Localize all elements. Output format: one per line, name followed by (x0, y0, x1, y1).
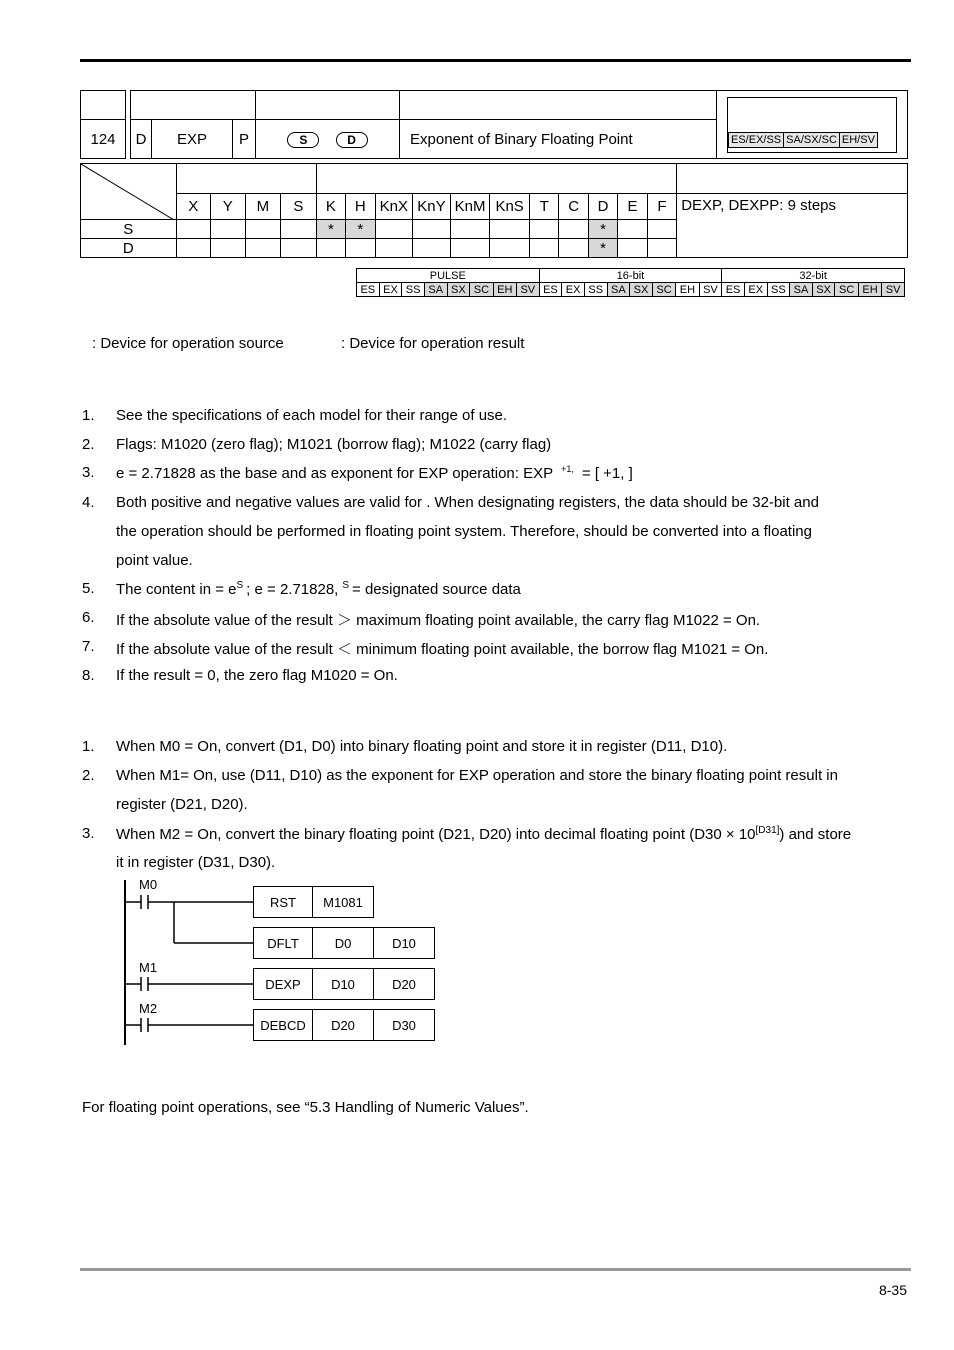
col-y: Y (211, 194, 246, 220)
col-h: H (346, 194, 375, 220)
model-col-2-3: SA (790, 283, 813, 297)
col-kns: KnS (490, 194, 530, 220)
example-text (116, 796, 248, 813)
model-col-2-6: EH (858, 283, 881, 297)
model-col-0-2: SS (402, 283, 425, 297)
col-e: E (618, 194, 647, 220)
example-text (116, 738, 727, 755)
dexp-op2: D20 (374, 969, 435, 1000)
function-name: Exponent of Binary Floating Point (400, 120, 717, 159)
col-k: K (316, 194, 345, 220)
device-table (80, 163, 908, 258)
p-flag: P (233, 120, 256, 159)
16bit-header: 16-bit (539, 269, 722, 283)
example-text-main: When M2 = On, convert the binary floating point (D21, D20) into decimal floating point (D30 × 10 (116, 826, 756, 843)
debcd-op2: D30 (374, 1010, 435, 1041)
note-text-main: See the specifications of each model for their range of use. (116, 407, 508, 424)
model-col-2-0: ES (722, 283, 745, 297)
example3-end: ) and store (779, 826, 852, 843)
col-knm: KnM (450, 194, 490, 220)
model-col-1-1: EX (562, 283, 585, 297)
model-col-2-5: SC (835, 283, 858, 297)
row-d-label: D (81, 239, 177, 258)
api-number: 124 (81, 120, 126, 159)
top-rule (80, 59, 911, 62)
dflt-instr: DFLT (254, 928, 313, 959)
s-h-cell: * (346, 220, 375, 239)
note-text (116, 580, 521, 598)
note-text-main: Both positive and negative values are valid for . When designating registers, the data should be 32-bit and (116, 494, 819, 511)
model-col-1-4: SX (630, 283, 653, 297)
model-col-0-4: SX (447, 283, 470, 297)
debcd-instr: DEBCD (254, 1010, 313, 1041)
note-text-main: If the absolute value of the result ＜ minimum floating point available, the borrow flag M1021 = On. (116, 641, 769, 658)
model-col-0-0: ES (357, 283, 380, 297)
operands (256, 120, 400, 159)
model-col-1-2: SS (584, 283, 607, 297)
col-t: T (529, 194, 558, 220)
model-table (728, 132, 878, 148)
model-col-0-5: SC (470, 283, 493, 297)
page-number: 8-35 (878, 1282, 907, 1298)
remark-text: For floating point operations, see “5.3 Handling of Numeric Values”. (82, 1099, 529, 1116)
example-text (116, 825, 851, 843)
note-number: 5. (82, 580, 95, 597)
note-text (116, 523, 812, 540)
model-col-0-6: EH (493, 283, 516, 297)
operand-s-badge: S (287, 132, 319, 148)
note-text (116, 552, 193, 569)
note-text-main: point value. (116, 552, 193, 569)
note-text-main: The content in = e (116, 581, 237, 598)
note-text (116, 407, 507, 424)
model-col-1-3: SA (607, 283, 630, 297)
note-text-main: Flags: M1020 (zero flag); M1021 (borrow flag); M1022 (carry flag) (116, 436, 552, 453)
pulse-header: PULSE (357, 269, 540, 283)
note-number: 7. (82, 638, 95, 655)
example-text (116, 854, 275, 871)
note-text (116, 609, 760, 630)
col-s: S (281, 194, 317, 220)
dexp-instr: DEXP (254, 969, 313, 1000)
col-d: D (588, 194, 617, 220)
debcd-op1: D20 (313, 1010, 374, 1041)
32bit-header: 32-bit (722, 269, 905, 283)
note-text (116, 436, 551, 453)
example-text-main: When M1= On, use (D11, D10) as the exponent for EXP operation and store the binary floating point result in (116, 767, 838, 784)
contact-m2-label: M2 (139, 1001, 158, 1016)
mnemonic: EXP (152, 120, 233, 159)
legend-result: : Device for operation result (341, 335, 525, 352)
note-number: 2. (82, 436, 95, 453)
model-col-1-7: SV (699, 283, 722, 297)
note-text (116, 638, 768, 659)
note5-part: S (236, 580, 244, 591)
note5-part: ; e = 2.71828, (246, 581, 339, 598)
ladder-row-dexp (253, 968, 435, 1000)
example-text-main: When M0 = On, convert (D1, D0) into binary floating point and store it in register (D11, D10). (116, 738, 728, 755)
dflt-op1: D0 (313, 928, 374, 959)
rst-op1: M1081 (313, 887, 374, 918)
model-col-0-3: SA (424, 283, 447, 297)
model-col-2-7: SV (882, 283, 905, 297)
model-col-2-4: SX (812, 283, 835, 297)
note-number: 3. (82, 464, 95, 481)
s-d-cell: * (588, 220, 617, 239)
note-number: 8. (82, 667, 95, 684)
model-col-2-1: EX (744, 283, 767, 297)
model-col-1-5: SC (652, 283, 675, 297)
model-col-1-6: EH (676, 283, 699, 297)
ladder-row-dflt (253, 927, 435, 959)
steps-cell: DEXP, DEXPP: 9 steps (677, 194, 908, 258)
diagonal-cell (81, 164, 177, 220)
example-number: 3. (82, 825, 95, 842)
dexp-op1: D10 (313, 969, 374, 1000)
example-number: 2. (82, 767, 95, 784)
note-text-main: If the result = 0, the zero flag M1020 = On. (116, 667, 398, 684)
example3-superscript: [D31] (755, 825, 780, 836)
note-text (116, 464, 633, 482)
example-number: 1. (82, 738, 95, 755)
note-number: 6. (82, 609, 95, 626)
ladder-row-debcd (253, 1009, 435, 1041)
model-col-2-2: SS (767, 283, 790, 297)
col-knx: KnX (375, 194, 413, 220)
note-text (116, 494, 819, 511)
example-text-main: it in register (D31, D30). (116, 854, 276, 871)
contact-m1-label: M1 (139, 960, 158, 975)
row-s-label: S (81, 220, 177, 239)
col-kny: KnY (413, 194, 451, 220)
legend-source: : Device for operation source (92, 335, 284, 352)
note-number: 1. (82, 407, 95, 424)
bottom-rule (80, 1268, 911, 1271)
operand-d-badge: D (336, 132, 368, 148)
ladder-row-rst (253, 886, 374, 918)
dflt-op2: D10 (374, 928, 435, 959)
contact-m0-label: M0 (139, 877, 158, 892)
d-flag: D (131, 120, 152, 159)
col-f: F (647, 194, 676, 220)
note-number: 4. (82, 494, 95, 511)
example-text-main: register (D21, D20). (116, 796, 248, 813)
note5-part: = designated source data (352, 581, 521, 598)
note-text-main: the operation should be performed in floating point system. Therefore, should be converted into a floating (116, 523, 812, 540)
example-text (116, 767, 838, 784)
note5-part: S (342, 580, 350, 591)
s-k-cell: * (316, 220, 345, 239)
model-support-table (356, 268, 905, 297)
model-es: ES/EX/SS (729, 132, 784, 147)
col-x: X (176, 194, 211, 220)
note3-equation: = [ +1, ] (581, 465, 633, 482)
model-columns-row (357, 283, 905, 297)
col-m: M (245, 194, 281, 220)
note-text-main: e = 2.71828 as the base and as exponent for EXP operation: EXP (116, 465, 554, 482)
model-sa: SA/SX/SC (784, 132, 840, 147)
col-c: C (559, 194, 588, 220)
d-d-cell: * (588, 239, 617, 258)
model-eh: EH/SV (839, 132, 877, 147)
rst-instr: RST (254, 887, 313, 918)
note-text-main: If the absolute value of the result ＞ maximum floating point available, the carry flag M1022 = On. (116, 612, 761, 629)
model-col-1-0: ES (539, 283, 562, 297)
note-text (116, 667, 398, 684)
instruction-header-table (80, 90, 908, 159)
note3-superscript: +1, (561, 464, 574, 474)
model-col-0-1: EX (379, 283, 402, 297)
model-col-0-7: SV (516, 283, 539, 297)
ladder-wiring (124, 890, 259, 1040)
diagonal-line (81, 164, 174, 226)
